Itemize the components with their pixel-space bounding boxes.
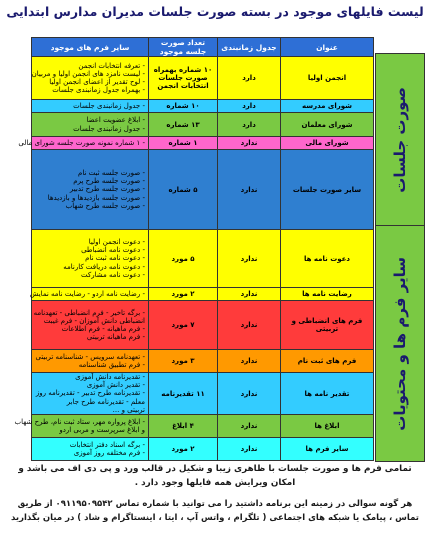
row-other-forms xyxy=(32,438,149,461)
other-form-item: - دعوت نامه مشارکت xyxy=(81,270,145,279)
other-form-item: - صورت جلسه ثبت نام xyxy=(78,168,145,177)
other-form-item: معلم - تقدیرنامه طرح جابر xyxy=(66,397,145,406)
other-form-item: - تقدیر دانش آموزی xyxy=(86,381,145,390)
other-form-item: - تقدیرنامه طرح تدبیر - تقدیرنامه روز xyxy=(35,389,145,398)
side-label-forms xyxy=(375,225,425,462)
other-form-item: - فرم مختلفه روز آموزی xyxy=(73,449,145,458)
other-form-item: - فرم ماهیانه - فرم اطلاعات xyxy=(61,325,145,333)
other-form-item: - لوح تقدیر از اعضای انجمن اولیا xyxy=(49,78,145,86)
other-form-item: - دعوت انجمن اولیا xyxy=(88,237,145,246)
row-schedule: ندارد xyxy=(218,350,281,373)
row-schedule: ندارد xyxy=(218,415,281,438)
side-label-forms-text: سایر فرم ها و محتویات xyxy=(391,256,409,431)
files-table xyxy=(14,37,374,461)
row-count: ۵ مورد xyxy=(149,230,218,288)
row-schedule: ندارد xyxy=(218,288,281,301)
row-count: ۱۰ شماره بهمراه صورت جلسات انتخابات انجمن xyxy=(149,57,218,100)
row-title: انجمن اولیا xyxy=(281,57,374,100)
table-header-row xyxy=(32,38,374,57)
other-form-item: - برگه اسناد دفتر انتخابات xyxy=(69,440,145,449)
table-row xyxy=(32,373,374,415)
row-other-forms xyxy=(32,100,149,113)
row-other-forms xyxy=(32,150,149,230)
other-form-item: - دعوت نامه ثبت نام xyxy=(85,254,145,263)
row-schedule: ندارد xyxy=(218,438,281,461)
row-title: سایر صورت جلسات xyxy=(281,150,374,230)
other-form-item: - جدول زمانبندی جلسات xyxy=(73,101,145,110)
row-count: ۷ مورد xyxy=(149,301,218,350)
other-form-item: - رضایت نامه اردو - رضایت نامه نمایش xyxy=(29,289,145,298)
row-schedule: دارد xyxy=(218,100,281,113)
footer-note: تمامی فرم ها و صورت جلسات با ظاهری زیبا و شکیل در قالب ورد و پی دی اف می باشد و امکان ویرایش همه فایلها وجود دارد . xyxy=(18,464,412,488)
other-form-item: - دعوت نامه انضباطی xyxy=(81,246,145,255)
other-form-item: - ابلاغ عضویت اعضا xyxy=(86,116,145,125)
row-title: شورای معلمان xyxy=(281,113,374,137)
row-other-forms xyxy=(32,113,149,137)
table-row xyxy=(32,57,374,100)
row-title: دعوت نامه ها xyxy=(281,230,374,288)
row-count: ۵ شماره xyxy=(149,150,218,230)
other-form-item: - بهمراه جدول زمانبندی جلسات xyxy=(52,86,145,95)
other-form-item: - ابلاغ پرواره مهر، ستاد ثبت نام، طرح شهاب xyxy=(14,417,145,426)
table-row xyxy=(32,230,374,288)
row-other-forms xyxy=(14,415,149,438)
row-title: سایر فرم ها xyxy=(281,438,374,461)
header-count: تعداد صورت جلسه موجود xyxy=(149,38,218,57)
row-other-forms xyxy=(18,137,149,150)
table-row xyxy=(32,415,374,438)
row-other-forms xyxy=(29,288,149,301)
row-title: فرم های ثبت نام xyxy=(281,350,374,373)
row-title: تقدیر نامه ها xyxy=(281,373,374,415)
row-title: رضایت نامه ها xyxy=(281,288,374,301)
other-form-item: - صورت جلسه طرح شهاب xyxy=(65,201,145,210)
table-row xyxy=(32,100,374,113)
page-title: لیست فایلهای موجود در بسته صورت جلسات مدیران مدارس ابتدایی xyxy=(6,4,424,19)
row-other-forms xyxy=(32,301,149,350)
side-label-minutes-text: صورت جلسات xyxy=(391,87,409,193)
other-form-item: - دعوت نامه دریافت کارنامه xyxy=(63,262,145,271)
row-count: ۱ شماره xyxy=(149,137,218,150)
row-count: ۴ ابلاغ xyxy=(149,415,218,438)
table-row xyxy=(32,301,374,350)
header-schedule: جدول زمانبندی xyxy=(218,38,281,57)
row-schedule: ندارد xyxy=(218,150,281,230)
other-form-item: و ابلاغ سرپرست و مربی اردو xyxy=(59,426,145,435)
row-other-forms xyxy=(32,350,149,373)
row-count: ۱۰ شماره xyxy=(149,100,218,113)
other-form-item: - تعرفه انتخابات انجمن xyxy=(78,61,145,70)
other-form-item: - صورت جلسه طرح تدبیر xyxy=(69,185,145,194)
other-form-item: - برگه تاخیر - فرم انضباطی - تعهدنامه xyxy=(33,308,145,317)
other-form-item: - صورت جلسه بازدیدها و بازدیدها xyxy=(47,193,145,202)
row-schedule: ندارد xyxy=(218,230,281,288)
other-form-item: - فرم ماهیانه تربیتی xyxy=(86,333,145,342)
row-schedule: ندارد xyxy=(218,137,281,150)
row-other-forms xyxy=(32,230,149,288)
row-count: ۳ مورد xyxy=(149,350,218,373)
header-title: عنوان xyxy=(281,38,374,57)
row-count: ۱۱ تقدیرنامه xyxy=(149,373,218,415)
other-form-item: - تقدیرنامه دانش آموزی xyxy=(75,373,145,381)
other-form-item: انضباطی دانش آموزان - فرم غیبت xyxy=(43,316,145,325)
table-row xyxy=(32,288,374,301)
row-other-forms xyxy=(32,57,149,100)
table-row xyxy=(32,350,374,373)
footer-contact: هر گونه سوالی در زمینه این برنامه داشتید را می توانید با شماره تماس ۰۹۱۱۹۵۰۹۵۴۲ از طریق تماس ، پیامک یا شبکه های اجتماعی ( تلگرام ، واتس آپ ، ایتا ، اینستاگرام و شاد ) در میان بگذارید xyxy=(11,499,419,523)
other-form-item: - ۱ شماره نمونه صورت جلسه شورای مالی xyxy=(18,138,145,147)
row-title: شورای مالی xyxy=(281,137,374,150)
row-schedule: ندارد xyxy=(218,301,281,350)
table-row xyxy=(32,113,374,137)
row-title: ابلاغ ها xyxy=(281,415,374,438)
row-count: ۲ مورد xyxy=(149,438,218,461)
row-title: شورای مدرسه xyxy=(281,100,374,113)
row-schedule: دارد xyxy=(218,113,281,137)
other-form-item: - جدول زمانبندی جلسات xyxy=(73,124,145,133)
table-row xyxy=(32,137,374,150)
other-form-item: - صورت جلسه طرح پرم xyxy=(73,177,145,186)
row-other-forms xyxy=(32,373,149,415)
row-schedule: ندارد xyxy=(218,373,281,415)
other-form-item: - لیست نامزد های انجمن اولیا و مربیان xyxy=(31,69,145,78)
row-count: ۲ مورد xyxy=(149,288,218,301)
side-label-minutes xyxy=(375,53,425,227)
other-form-item: تربیتی و ... xyxy=(112,405,145,414)
header-other: سایر فرم های موجود xyxy=(32,38,149,57)
other-form-item: - فرم تطبیق شناسنامه xyxy=(78,361,145,369)
table-row xyxy=(32,438,374,461)
other-form-item: - تعهدنامه سرویس - شناسنامه تربیتی xyxy=(35,352,145,361)
table-row xyxy=(32,150,374,230)
row-schedule: دارد xyxy=(218,57,281,100)
row-title: فرم های انضباطی و تربیتی xyxy=(281,301,374,350)
row-count: ۱۳ شماره xyxy=(149,113,218,137)
